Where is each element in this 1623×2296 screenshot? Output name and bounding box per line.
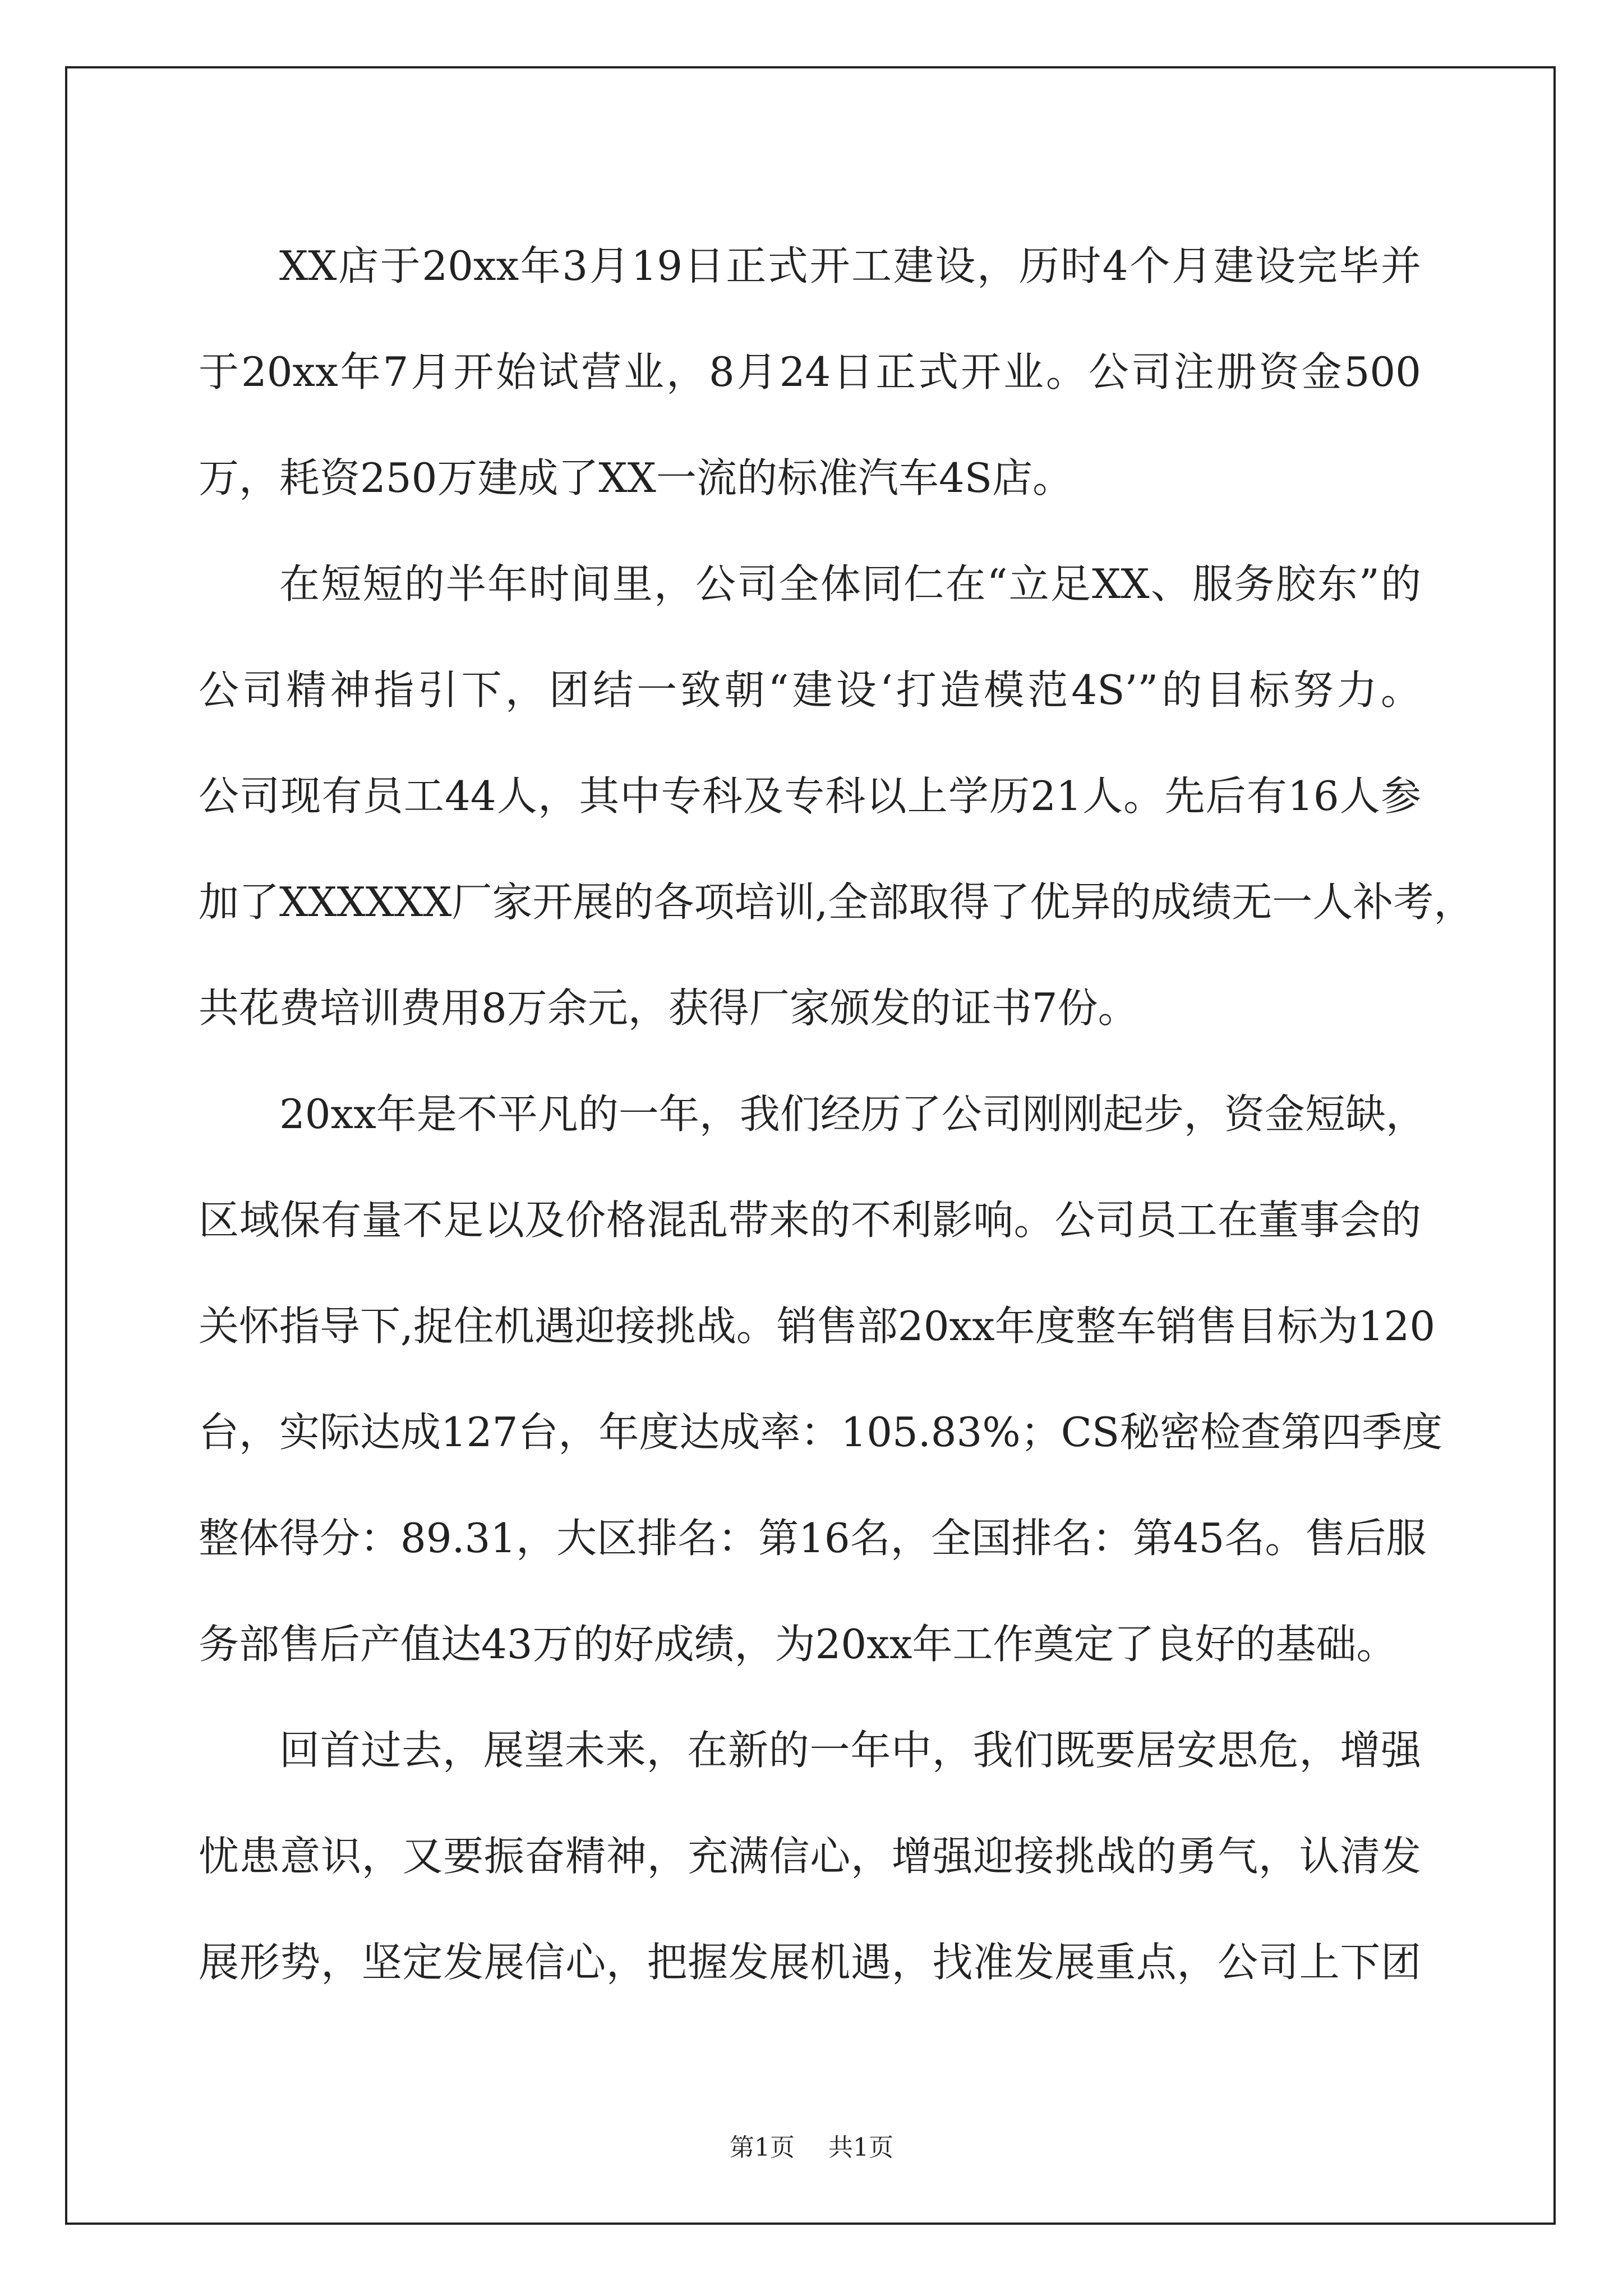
paragraph-3-line-5: 整体得分：89.31，大区排名：第16名，全国排名：第45名。售后服 <box>199 1515 1427 1562</box>
paragraph-1-line-3: 万，耗资250万建成了XX一流的标准汽车4S店。 <box>199 454 1073 501</box>
paragraph-4-line-3: 展形势，坚定发展信心，把握发展机遇，找准发展重点，公司上下团 <box>199 1939 1421 1986</box>
page-total: 共1页 <box>828 2133 893 2162</box>
paragraph-4-line-2: 忧患意识，又要振奋精神，充满信心，增强迎接挑战的勇气，认清发 <box>199 1833 1421 1880</box>
paragraph-4-line-1: 回首过去，展望未来，在新的一年中，我们既要居安思危，增强 <box>279 1727 1421 1774</box>
paragraph-1-line-2: 于20xx年7月开始试营业，8月24日正式开业。公司注册资金500 <box>199 348 1421 395</box>
page-number: 第1页 <box>730 2133 795 2162</box>
paragraph-2-line-2: 公司精神指引下，团结一致朝“建设‘打造模范4S’”的目标努力。 <box>199 666 1421 714</box>
paragraph-2-line-4: 加了XXXXXX厂家开展的各项培训,全部取得了优异的成绩无一人补考， <box>199 878 1474 926</box>
paragraph-3-line-2: 区域保有量不足以及价格混乱带来的不利影响。公司员工在董事会的 <box>199 1197 1421 1244</box>
document-body <box>199 213 1474 2016</box>
paragraph-3-line-6: 务部售后产值达43万的好成绩，为20xx年工作奠定了良好的基础。 <box>199 1621 1397 1668</box>
paragraph-3-line-4: 台，实际达成127台，年度达成率：105.83%；CS秘密检查第四季度 <box>199 1409 1443 1456</box>
paragraph-1-line-1: XX店于20xx年3月19日正式开工建设，历时4个月建设完毕并 <box>279 242 1421 289</box>
page-footer <box>0 2127 1623 2163</box>
paragraph-2-line-3: 公司现有员工44人，其中专科及专科以上学历21人。先后有16人参 <box>199 772 1421 820</box>
paragraph-2-line-5: 共花费培训费用8万余元，获得厂家颁发的证书7份。 <box>199 984 1138 1032</box>
paragraph-3-line-3: 关怀指导下,捉住机遇迎接挑战。销售部20xx年度整车销售目标为120 <box>199 1303 1436 1350</box>
paragraph-3-line-1: 20xx年是不平凡的一年，我们经历了公司刚刚起步，资金短缺， <box>279 1091 1426 1138</box>
paragraph-2-line-1: 在短短的半年时间里，公司全体同仁在“立足XX、服务胶东”的 <box>279 560 1421 608</box>
